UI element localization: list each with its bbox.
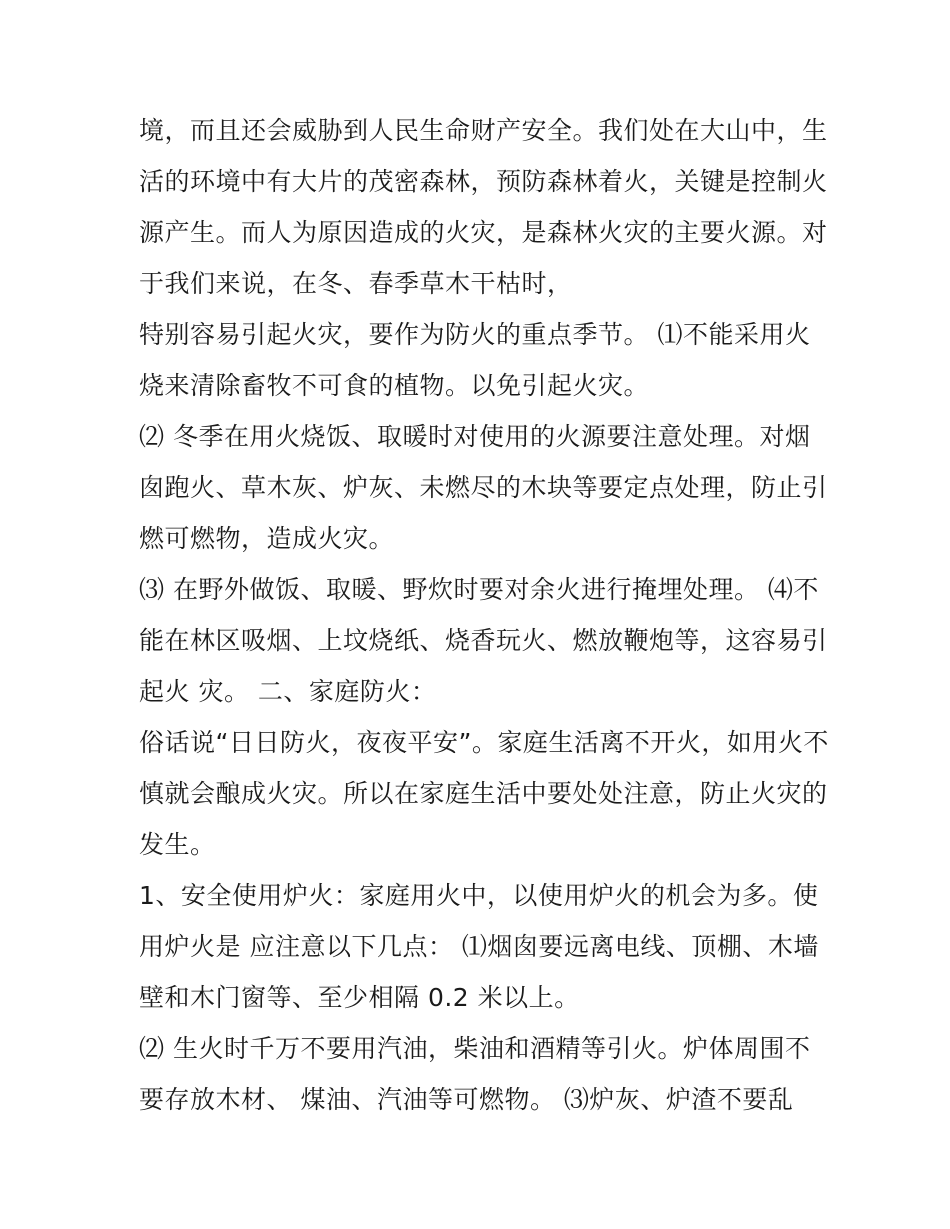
body-text: [139, 105, 829, 1125]
text-line: 要存放木材、 煤油、汽油等可燃物。 ⑶炉灰、炉渣不要乱: [139, 1085, 794, 1114]
text-line: 境，而且还会威胁到人民生命财产安全。我们处在大山中，生: [139, 116, 828, 145]
text-line: ⑵ 冬季在用火烧饭、取暖时对使用的火源要注意处理。对烟: [139, 422, 811, 451]
text-line: 壁和木门窗等、至少相隔 0.2 米以上。: [139, 983, 580, 1012]
text-line: 特别容易引起火灾，要作为防火的重点季节。 ⑴不能采用火: [139, 320, 811, 349]
text-line: 起火 灾。 二、家庭防火：: [139, 677, 437, 706]
text-line: 发生。: [139, 830, 216, 859]
text-line: 慎就会酿成火灾。所以在家庭生活中要处处注意，防止火灾的: [139, 779, 828, 808]
text-line: 1、安全使用炉火：家庭用火中，以使用炉火的机会为多。使: [139, 881, 819, 910]
text-line: 用炉火是 应注意以下几点： ⑴烟囱要远离电线、顶棚、木墙: [139, 932, 819, 961]
text-line: 囱跑火、草木灰、炉灰、未燃尽的木块等要定点处理，防止引: [139, 473, 828, 502]
text-line: 俗话说“日日防火，夜夜平安”。家庭生活离不开火，如用火不: [139, 728, 829, 757]
text-line: 烧来清除畜牧不可食的植物。以免引起火灾。: [139, 371, 650, 400]
text-line: 燃可燃物，造成火灾。: [139, 524, 395, 553]
text-line: 于我们来说，在冬、春季草木干枯时，: [139, 269, 573, 298]
text-line: 活的环境中有大片的茂密森林，预防森林着火，关键是控制火: [139, 167, 828, 196]
text-line: ⑶ 在野外做饭、取暖、野炊时要对余火进行掩埋处理。 ⑷不: [139, 575, 819, 604]
text-line: 源产生。而人为原因造成的火灾，是森林火灾的主要火源。对: [139, 218, 828, 247]
text-line: 能在林区吸烟、上坟烧纸、烧香玩火、燃放鞭炮等，这容易引: [139, 626, 828, 655]
text-line: ⑵ 生火时千万不要用汽油，柴油和酒精等引火。炉体周围不: [139, 1034, 811, 1063]
